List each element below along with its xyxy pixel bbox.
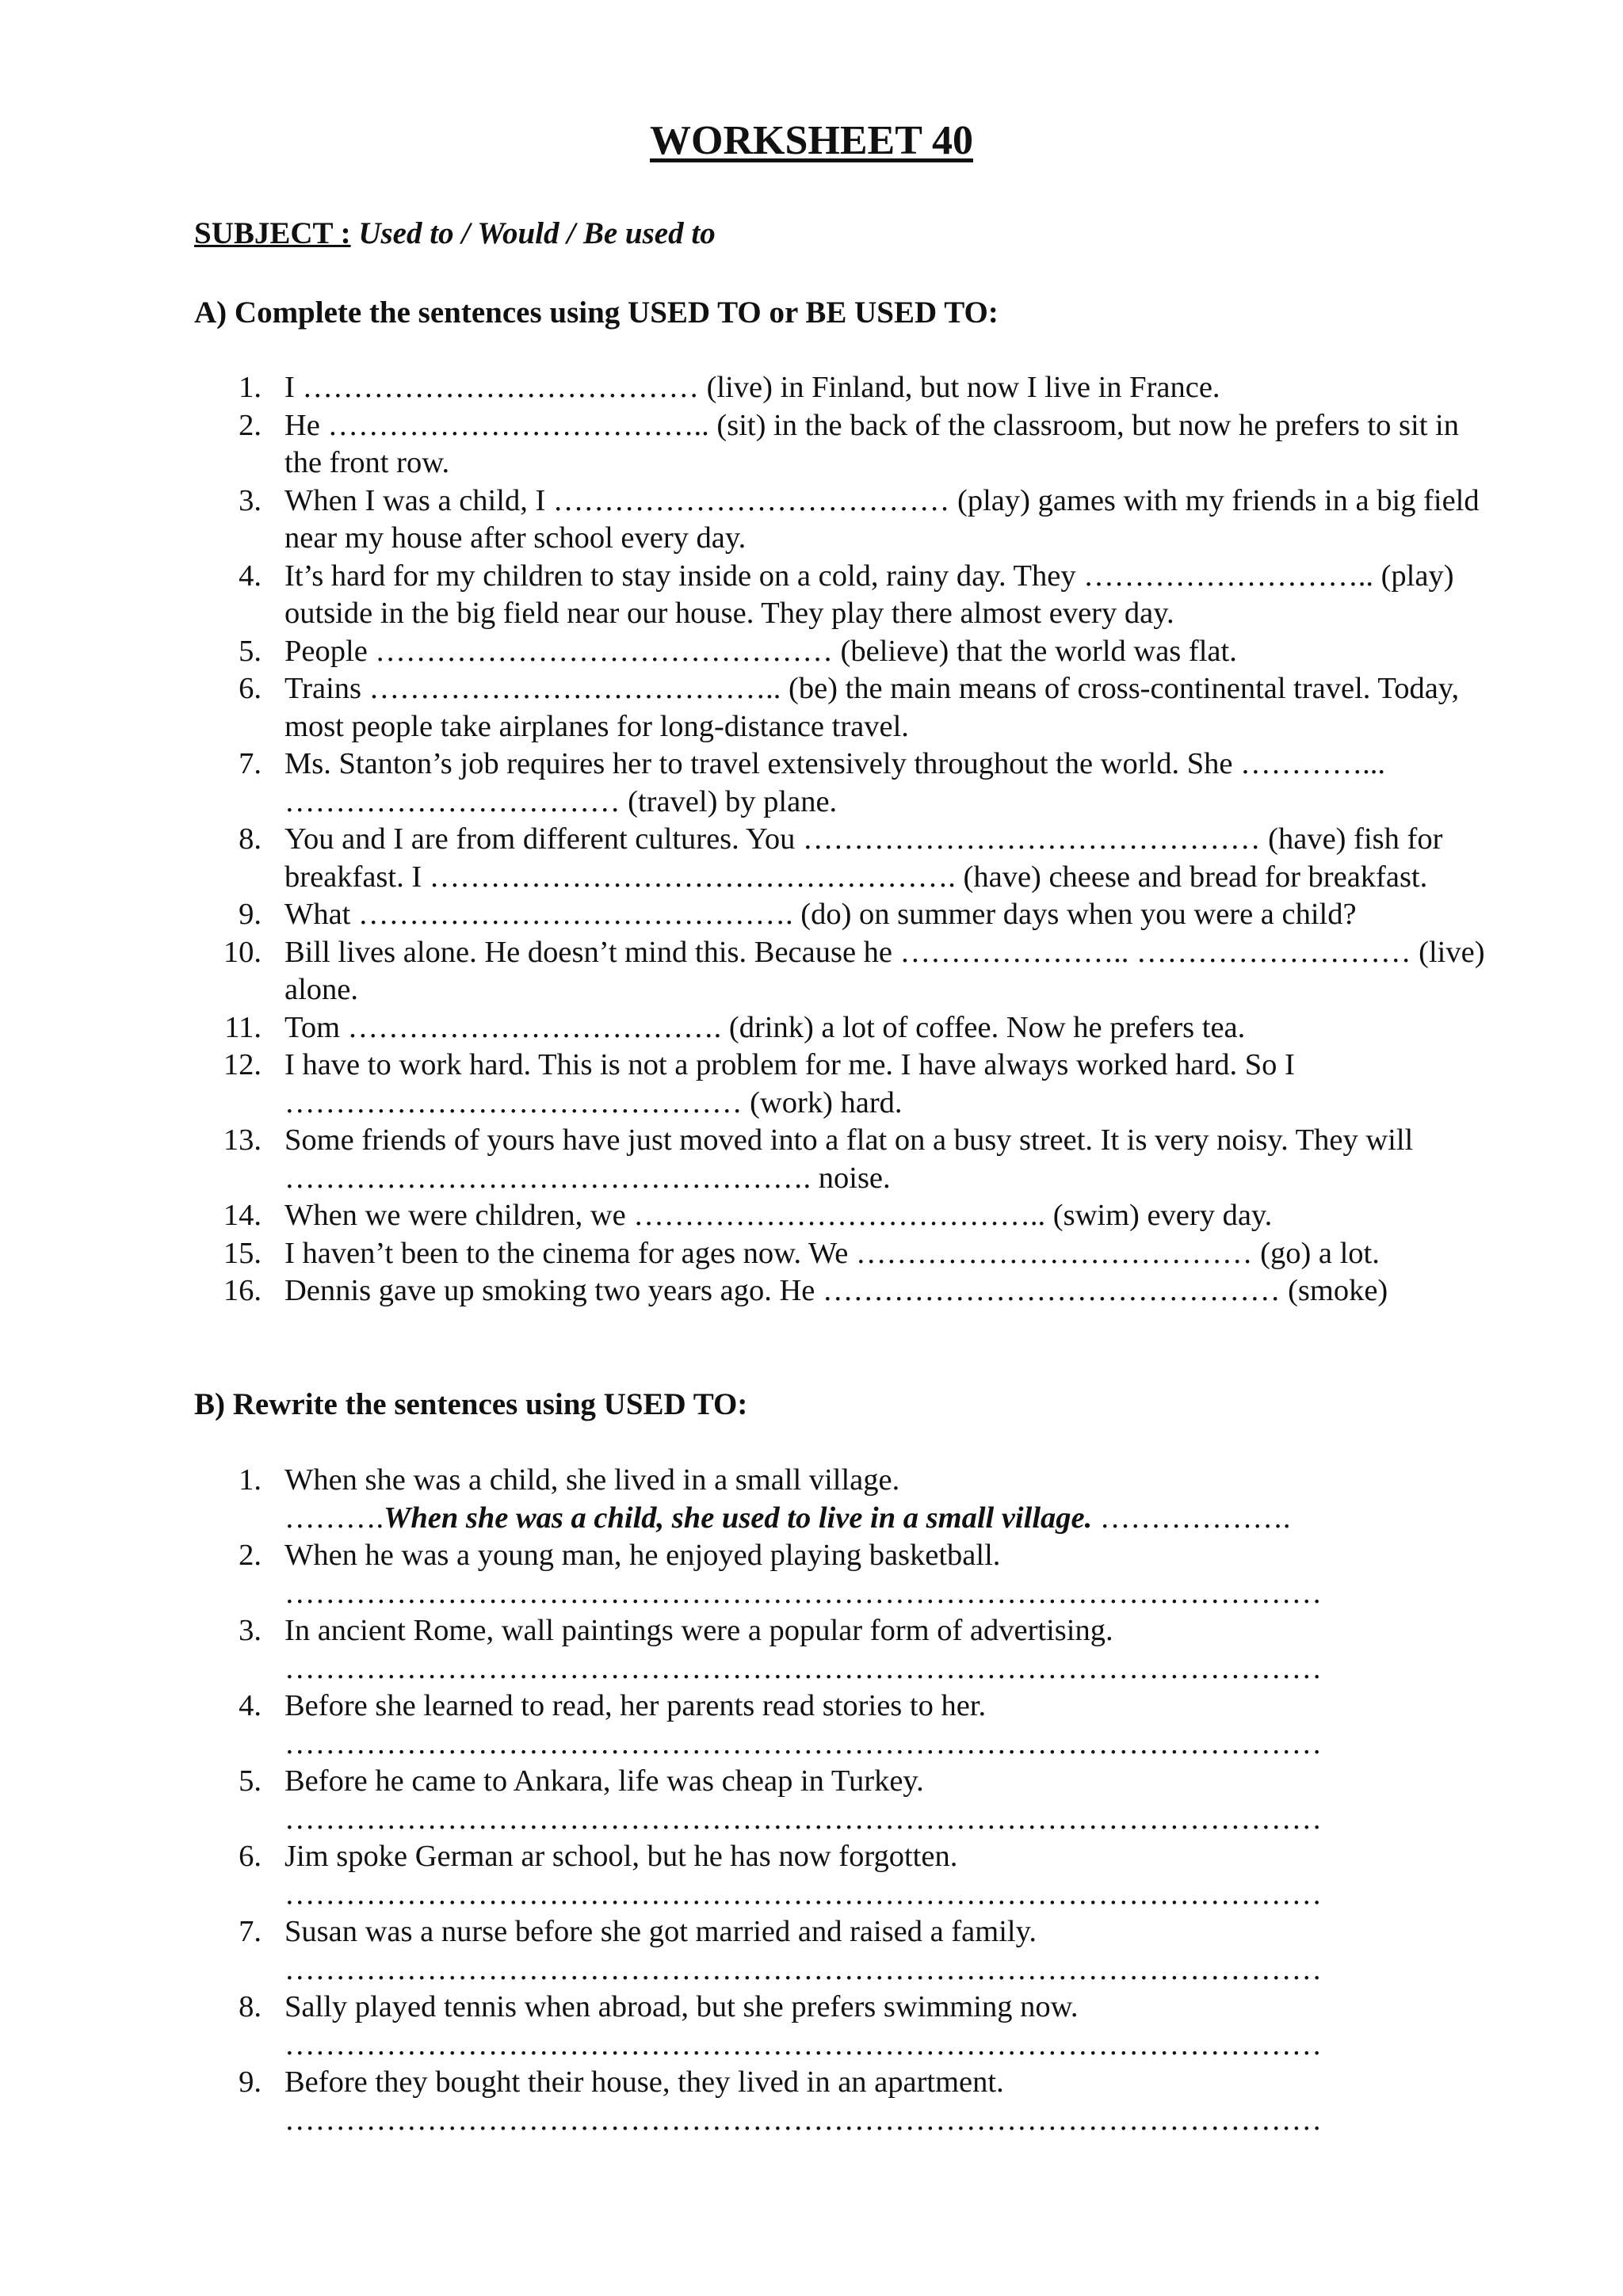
- item-text: I have to work hard. This is not a problem for me. I have always worked hard. So I ……………………………………… (work) hard.: [285, 1048, 1295, 1119]
- item-text: Jim spoke German ar school, but he has now forgotten.: [285, 1840, 958, 1873]
- page-title: WORKSHEET 40: [650, 118, 973, 163]
- example-answer: When she was a child, she used to live in a small village.: [384, 1501, 1093, 1535]
- item-text: Before he came to Ankara, life was cheap in Turkey.: [285, 1764, 924, 1798]
- item-text: When we were children, we ………………………………….. (swim) every day.: [285, 1199, 1273, 1232]
- item-text: I haven’t been to the cinema for ages now. We ………………………………… (go) a lot.: [285, 1236, 1380, 1270]
- list-item: [0, 558, 1623, 633]
- list-item: [0, 1009, 1623, 1047]
- item-text: When I was a child, I ………………………………… (play) games with my friends in a big field near my house after school every day.: [285, 483, 1480, 555]
- item-text: Before they bought their house, they lived in an apartment.: [285, 2065, 1004, 2099]
- list-item: [0, 1272, 1623, 1310]
- item-text: I ………………………………… (live) in Finland, but now I live in France.: [285, 371, 1220, 404]
- list-item: [0, 1763, 1623, 1838]
- item-text: Dennis gave up smoking two years ago. He ……………………………………… (smoke): [285, 1274, 1388, 1307]
- example-answer-line: [285, 1500, 1489, 1538]
- list-item: [0, 1688, 1623, 1763]
- item-number: 7.: [239, 747, 262, 780]
- item-number: 6.: [239, 672, 262, 705]
- answer-blank-line[interactable]: …………………………………………………………………………………………: [285, 1576, 1322, 1610]
- answer-blank-line[interactable]: …………………………………………………………………………………………: [285, 1877, 1322, 1911]
- item-number: 9.: [239, 2065, 262, 2099]
- answer-blank-line[interactable]: …………………………………………………………………………………………: [285, 1726, 1322, 1760]
- subject-value: Used to / Would / Be used to: [358, 216, 716, 250]
- item-number: 10.: [223, 935, 262, 969]
- item-number: 6.: [239, 1840, 262, 1873]
- list-item: [0, 1462, 1623, 1537]
- section-b-list: [0, 1462, 1623, 2139]
- example-suffix: ……………….: [1092, 1501, 1291, 1535]
- list-item: [0, 482, 1623, 558]
- item-number: 1.: [239, 1463, 262, 1497]
- item-text: Trains ………………………………….. (be) the main means of cross-continental travel. Today, most people take airplanes for long-distance travel.: [285, 672, 1460, 743]
- item-text: It’s hard for my children to stay inside on a cold, rainy day. They ……………………….. (play) outside in the big field near our house. They play there almost every day.: [285, 559, 1454, 630]
- list-item: [0, 1047, 1623, 1122]
- item-number: 15.: [223, 1236, 262, 1270]
- item-number: 3.: [239, 483, 262, 517]
- list-item: [0, 746, 1623, 821]
- item-text: People ……………………………………… (believe) that the world was flat.: [285, 634, 1237, 668]
- list-item: [0, 2064, 1623, 2139]
- list-item: [0, 1197, 1623, 1235]
- answer-blank-line[interactable]: …………………………………………………………………………………………: [285, 1802, 1322, 1836]
- list-item: [0, 633, 1623, 671]
- item-text: He ……………………………….. (sit) in the back of the classroom, but now he prefers to sit in the front row.: [285, 408, 1460, 479]
- item-text: What ……………………………………. (do) on summer days when you were a child?: [285, 898, 1357, 931]
- subject-line: [194, 215, 716, 251]
- item-number: 4.: [239, 559, 262, 593]
- item-text: In ancient Rome, wall paintings were a popular form of advertising.: [285, 1614, 1113, 1647]
- example-prefix: ……….: [285, 1501, 384, 1535]
- answer-blank-line[interactable]: …………………………………………………………………………………………: [285, 1952, 1322, 1986]
- list-item: [0, 369, 1623, 407]
- subject-label: SUBJECT :: [194, 216, 351, 250]
- item-number: 4.: [239, 1689, 262, 1722]
- item-text: Susan was a nurse before she got married and raised a family.: [285, 1915, 1037, 1948]
- list-item: [0, 1838, 1623, 1913]
- item-number: 1.: [239, 371, 262, 404]
- item-number: 8.: [239, 822, 262, 856]
- list-item: [0, 1122, 1623, 1197]
- item-number: 13.: [223, 1123, 262, 1157]
- list-item: [0, 670, 1623, 746]
- item-text: Tom ………………………………. (drink) a lot of coffee. Now he prefers tea.: [285, 1010, 1246, 1044]
- answer-blank-line[interactable]: …………………………………………………………………………………………: [285, 2103, 1322, 2137]
- item-number: 16.: [223, 1274, 262, 1307]
- list-item: [0, 407, 1623, 482]
- item-number: 5.: [239, 634, 262, 668]
- item-text: When she was a child, she lived in a small village.: [285, 1463, 900, 1497]
- section-a-list: [0, 369, 1623, 1310]
- item-number: 9.: [239, 898, 262, 931]
- item-number: 2.: [239, 1539, 262, 1572]
- list-item: [0, 896, 1623, 934]
- item-text: Some friends of yours have just moved into a flat on a busy street. It is very noisy. They will ……………………………………………. noise.: [285, 1123, 1414, 1195]
- item-text: Ms. Stanton’s job requires her to travel extensively throughout the world. She …………... …………………………… (travel) by plane.: [285, 747, 1386, 818]
- item-number: 5.: [239, 1764, 262, 1798]
- answer-blank-line[interactable]: …………………………………………………………………………………………: [285, 1651, 1322, 1685]
- list-item: [0, 1612, 1623, 1688]
- section-a-heading: A) Complete the sentences using USED TO or BE USED TO:: [194, 296, 999, 330]
- section-b-heading: B) Rewrite the sentences using USED TO:: [194, 1387, 748, 1421]
- list-item: [0, 1537, 1623, 1612]
- item-number: 8.: [239, 1990, 262, 2023]
- item-text: Sally played tennis when abroad, but she prefers swimming now.: [285, 1990, 1079, 2023]
- list-item: [0, 1913, 1623, 1989]
- item-number: 7.: [239, 1915, 262, 1948]
- list-item: [0, 934, 1623, 1009]
- item-number: 2.: [239, 408, 262, 442]
- item-number: 12.: [223, 1048, 262, 1081]
- list-item: [0, 1989, 1623, 2064]
- item-number: 14.: [223, 1199, 262, 1232]
- list-item: [0, 1235, 1623, 1273]
- item-text: Bill lives alone. He doesn’t mind this. Because he ………………….. ……………………… (live) alone.: [285, 935, 1485, 1006]
- item-number: 3.: [239, 1614, 262, 1647]
- item-text: You and I are from different cultures. You ……………………………………… (have) fish for breakfast. I ……………………………………………. (have) cheese and bread for breakfast.: [285, 822, 1443, 894]
- item-number: 11.: [224, 1010, 262, 1044]
- item-text: When he was a young man, he enjoyed playing basketball.: [285, 1539, 1001, 1572]
- list-item: [0, 821, 1623, 896]
- answer-blank-line[interactable]: …………………………………………………………………………………………: [285, 2027, 1322, 2061]
- item-text: Before she learned to read, her parents read stories to her.: [285, 1689, 987, 1722]
